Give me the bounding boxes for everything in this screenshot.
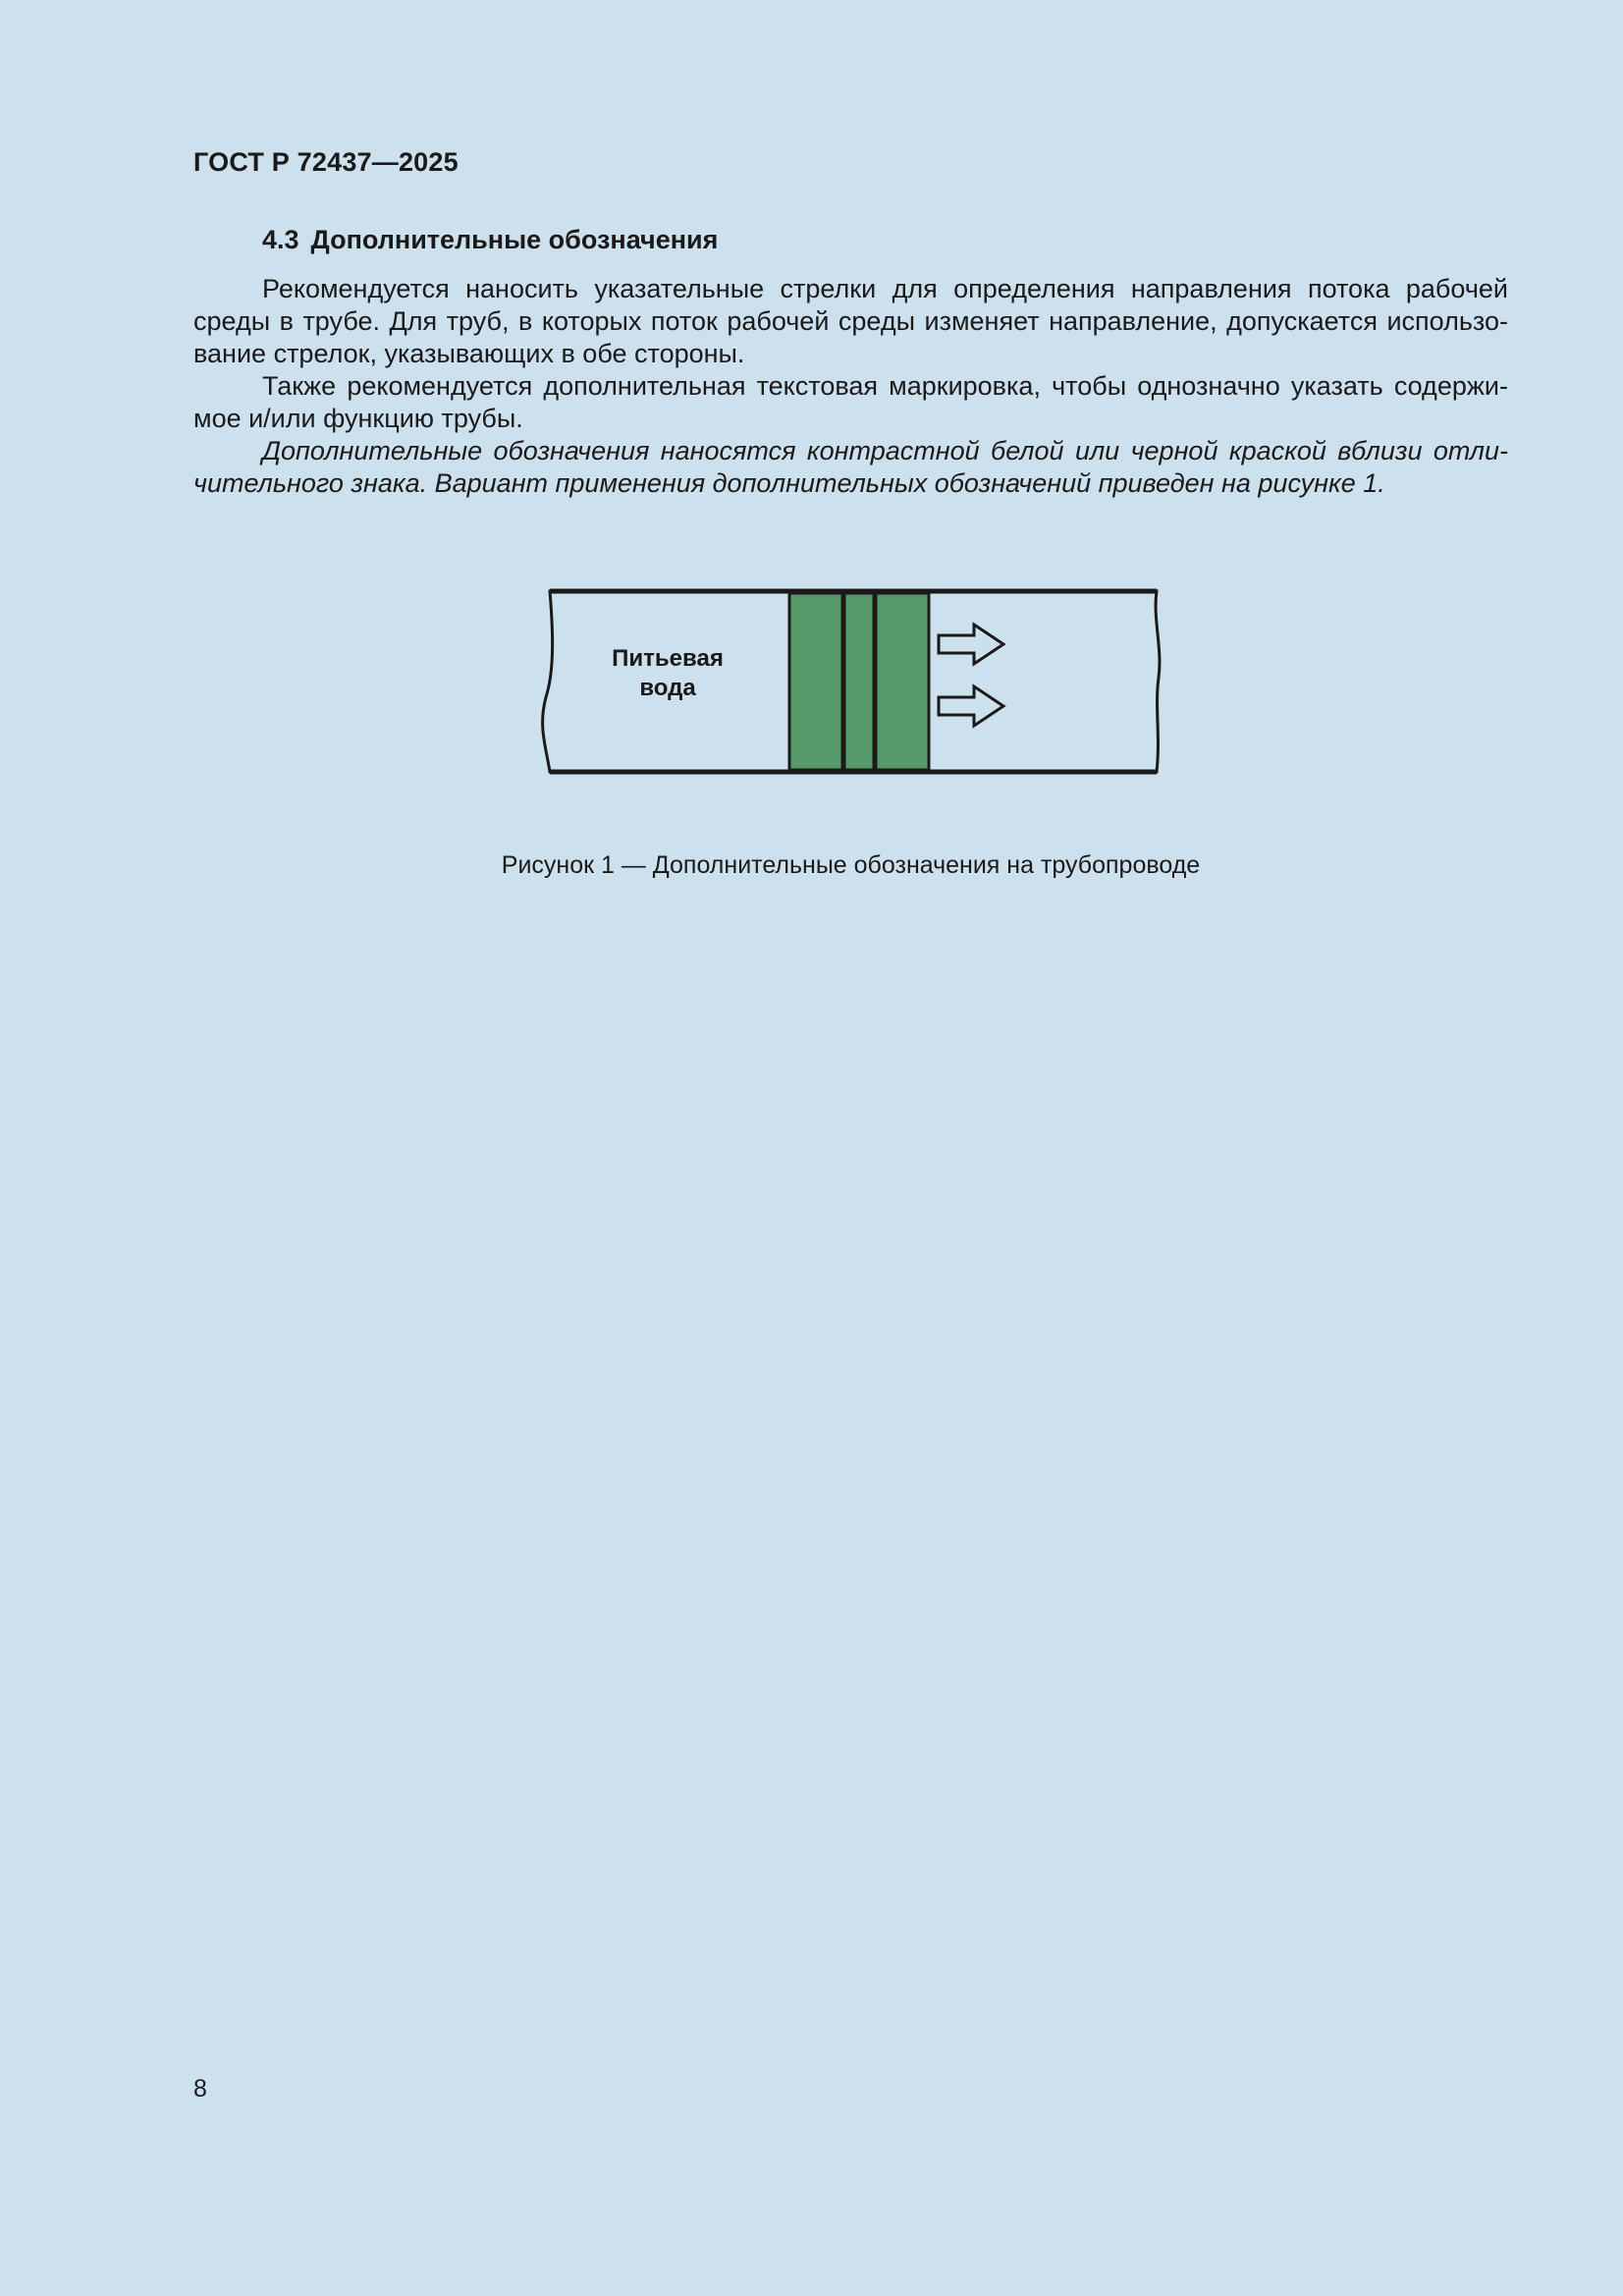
paragraph-application-note: Дополнительные обозначения наносятся контрастной белой или черной краской вблизи отличительного знака. Вариант применения дополнительных обозначений приведен на рисунке 1. xyxy=(193,436,1508,498)
pipe-figure xyxy=(530,579,1178,786)
section-number: 4.3 xyxy=(262,225,299,254)
paragraph-text-marking: Также рекомендуется дополнительная текстовая маркировка, чтобы однозначно указать содержимое и/или функцию трубы. xyxy=(193,371,1508,433)
pipe-label-line-1: Питьевая xyxy=(612,645,724,672)
color-band-3 xyxy=(876,593,929,770)
section-heading xyxy=(262,225,718,255)
pipe-diagram xyxy=(530,579,1178,786)
color-band-1 xyxy=(789,593,842,770)
color-band-2 xyxy=(844,593,874,770)
page-number: 8 xyxy=(193,2075,207,2103)
flow-arrow-icon xyxy=(939,625,1003,664)
flow-arrow-icon xyxy=(939,686,1003,726)
paragraph-arrows: Рекомендуется наносить указательные стрелки для определения направления потока рабочей среды в трубе. Для труб, в которых поток рабочей среды изменяет направление, допускается использование стрелок, указывающих в обе стороны. xyxy=(193,274,1508,368)
figure-caption: Рисунок 1 — Дополнительные обозначения на трубопроводе xyxy=(501,851,1201,879)
document-code: ГОСТ Р 72437—2025 xyxy=(193,147,459,177)
section-title: Дополнительные обозначения xyxy=(310,225,719,254)
pipe-label-line-2: вода xyxy=(639,675,696,701)
body-text xyxy=(193,273,1508,500)
